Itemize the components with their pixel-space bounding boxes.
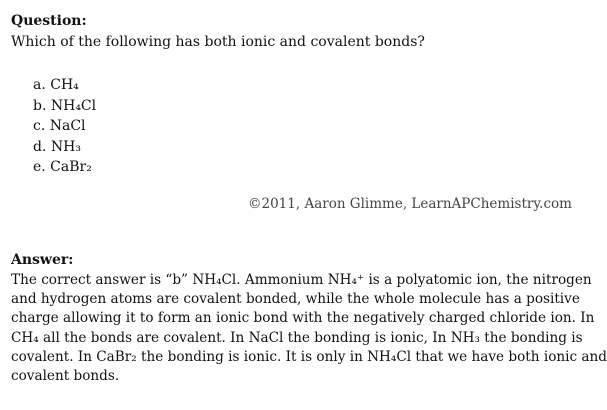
copyright-credit: ©2011, Aaron Glimme, LearnAPChemistry.com	[248, 196, 572, 212]
answer-line: charge allowing it to form an ionic bond with the negatively charged chloride ion. In	[11, 310, 595, 327]
answer-line: CH₄ all the bonds are covalent. In NaCl the bonding is ionic, In NH₃ the bonding is	[11, 329, 583, 346]
answer-heading: Answer:	[11, 252, 74, 268]
choice-a: a. CH₄	[33, 77, 79, 93]
question-text: Which of the following has both ionic and covalent bonds?	[11, 34, 425, 50]
answer-line: and hydrogen atoms are covalent bonded, while the whole molecule has a positive	[11, 291, 580, 308]
choice-e: e. CaBr₂	[33, 159, 92, 175]
answer-choices	[33, 75, 96, 178]
answer-line: The correct answer is “b” NH₄Cl. Ammonium NH₄⁺ is a polyatomic ion, the nitrogen	[11, 272, 592, 288]
answer-explanation	[11, 271, 607, 386]
choice-b: b. NH₄Cl	[33, 97, 97, 114]
choice-d: d. NH₃	[33, 138, 81, 155]
question-heading: Question:	[11, 13, 87, 29]
answer-line: covalent. In CaBr₂ the bonding is ionic. It is only in NH₄Cl that we have both ionic and	[11, 348, 607, 365]
choice-c: c. NaCl	[33, 118, 86, 134]
answer-line: covalent bonds.	[11, 368, 120, 385]
